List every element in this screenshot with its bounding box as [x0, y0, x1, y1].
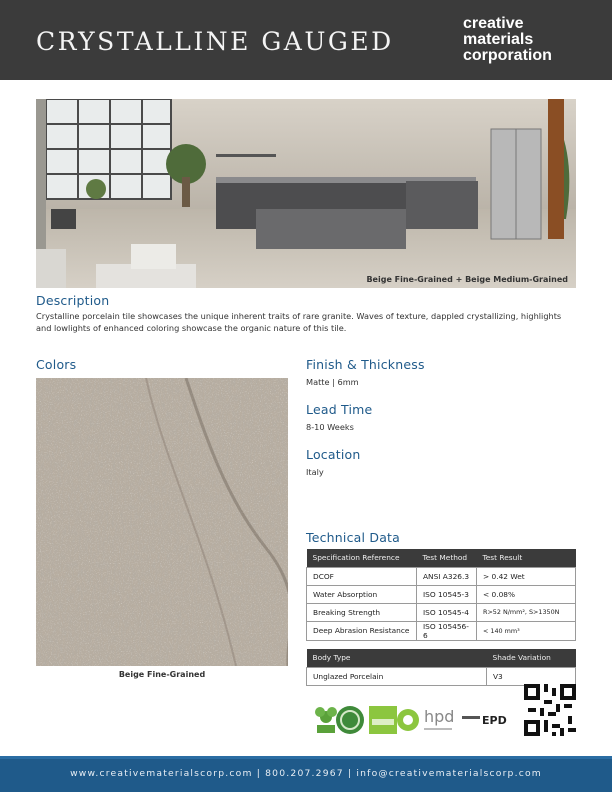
column-header: Specification Reference: [307, 549, 417, 567]
table-row: [307, 603, 576, 621]
footer-contact: [0, 768, 612, 779]
finish-heading: Finish & Thickness: [306, 357, 425, 372]
column-header: Shade Variation: [487, 649, 576, 667]
table-cell: ISO 10545-4: [417, 603, 477, 621]
location-value: Italy: [306, 467, 324, 477]
table-row: [307, 585, 576, 603]
colors-heading: Colors: [36, 357, 77, 372]
table-header-row: [307, 649, 576, 667]
kitchen-scene-illustration: [36, 99, 576, 288]
recycle-seal-icon: [336, 706, 364, 734]
hpd-logo-icon: [424, 707, 454, 730]
table-cell: Deep Abrasion Resistance: [307, 621, 417, 640]
table-cell: Breaking Strength: [307, 603, 417, 621]
certification-logos: [312, 702, 517, 740]
hero-image: [36, 99, 576, 288]
footer-separator: |: [347, 768, 353, 779]
technical-heading: Technical Data: [306, 530, 401, 545]
brand-line-3: corporation: [463, 47, 552, 64]
table-cell: V3: [487, 667, 576, 685]
table-cell: DCOF: [307, 567, 417, 585]
swatch-label: Beige Fine-Grained: [118, 670, 206, 679]
table-cell: < 0.08%: [477, 585, 576, 603]
table-row: [307, 621, 576, 640]
brand-logo: [463, 16, 552, 64]
qr-code-icon[interactable]: [524, 684, 576, 736]
website-link[interactable]: www.creativematerialscorp.com: [70, 768, 253, 779]
footer-separator: |: [256, 768, 262, 779]
table-cell: Unglazed Porcelain: [307, 667, 487, 685]
table-row: [307, 567, 576, 585]
product-title: CRYSTALLINE GAUGED: [36, 27, 394, 56]
epd-text: EPD: [482, 714, 507, 727]
brand-line-1: creative: [463, 15, 524, 32]
phone-link[interactable]: 800.207.2967: [265, 768, 344, 779]
header-bar: [0, 0, 612, 80]
body-type-table: [306, 649, 576, 686]
table-cell: > 0.42 Wet: [477, 567, 576, 585]
description-heading: Description: [36, 293, 110, 308]
table-cell: ISO 10545-3: [417, 585, 477, 603]
table-cell: ISO 105456-6: [417, 621, 477, 640]
table-header-row: [307, 549, 576, 567]
granite-texture: [36, 378, 288, 666]
color-swatch-image: [36, 378, 288, 666]
column-header: Body Type: [307, 649, 487, 667]
column-header: Test Result: [477, 549, 576, 567]
declare-seal-icon: [397, 709, 419, 731]
lead-time-value: 8-10 Weeks: [306, 422, 354, 432]
description-text: Crystalline porcelain tile showcases the unique inherent traits of rare granite. Waves of texture, dappled crystallizing, highlights and lowlights of enhanced coloring showcase the organic nature of this tile.: [36, 311, 562, 333]
mindful-materials-logo-icon: [369, 706, 397, 734]
table-cell: ANSI A326.3: [417, 567, 477, 585]
leed-logo-icon: [315, 707, 337, 733]
technical-data-table: [306, 549, 576, 641]
table-row: [307, 667, 576, 685]
brand-line-2: materials: [463, 31, 534, 48]
footer-bar: [0, 756, 612, 792]
finish-value: Matte | 6mm: [306, 377, 359, 387]
epd-logo-icon: [462, 714, 507, 727]
table-cell: R>52 N/mm², S>1350N: [477, 603, 576, 621]
table-cell: < 140 mm³: [477, 621, 576, 640]
hero-caption: Beige Fine-Grained + Beige Medium-Grained: [366, 275, 568, 284]
location-heading: Location: [306, 447, 361, 462]
hpd-text: hpd: [424, 707, 455, 726]
table-cell: Water Absorption: [307, 585, 417, 603]
column-header: Test Method: [417, 549, 477, 567]
lead-time-heading: Lead Time: [306, 402, 373, 417]
email-link[interactable]: info@creativematerialscorp.com: [356, 768, 542, 779]
